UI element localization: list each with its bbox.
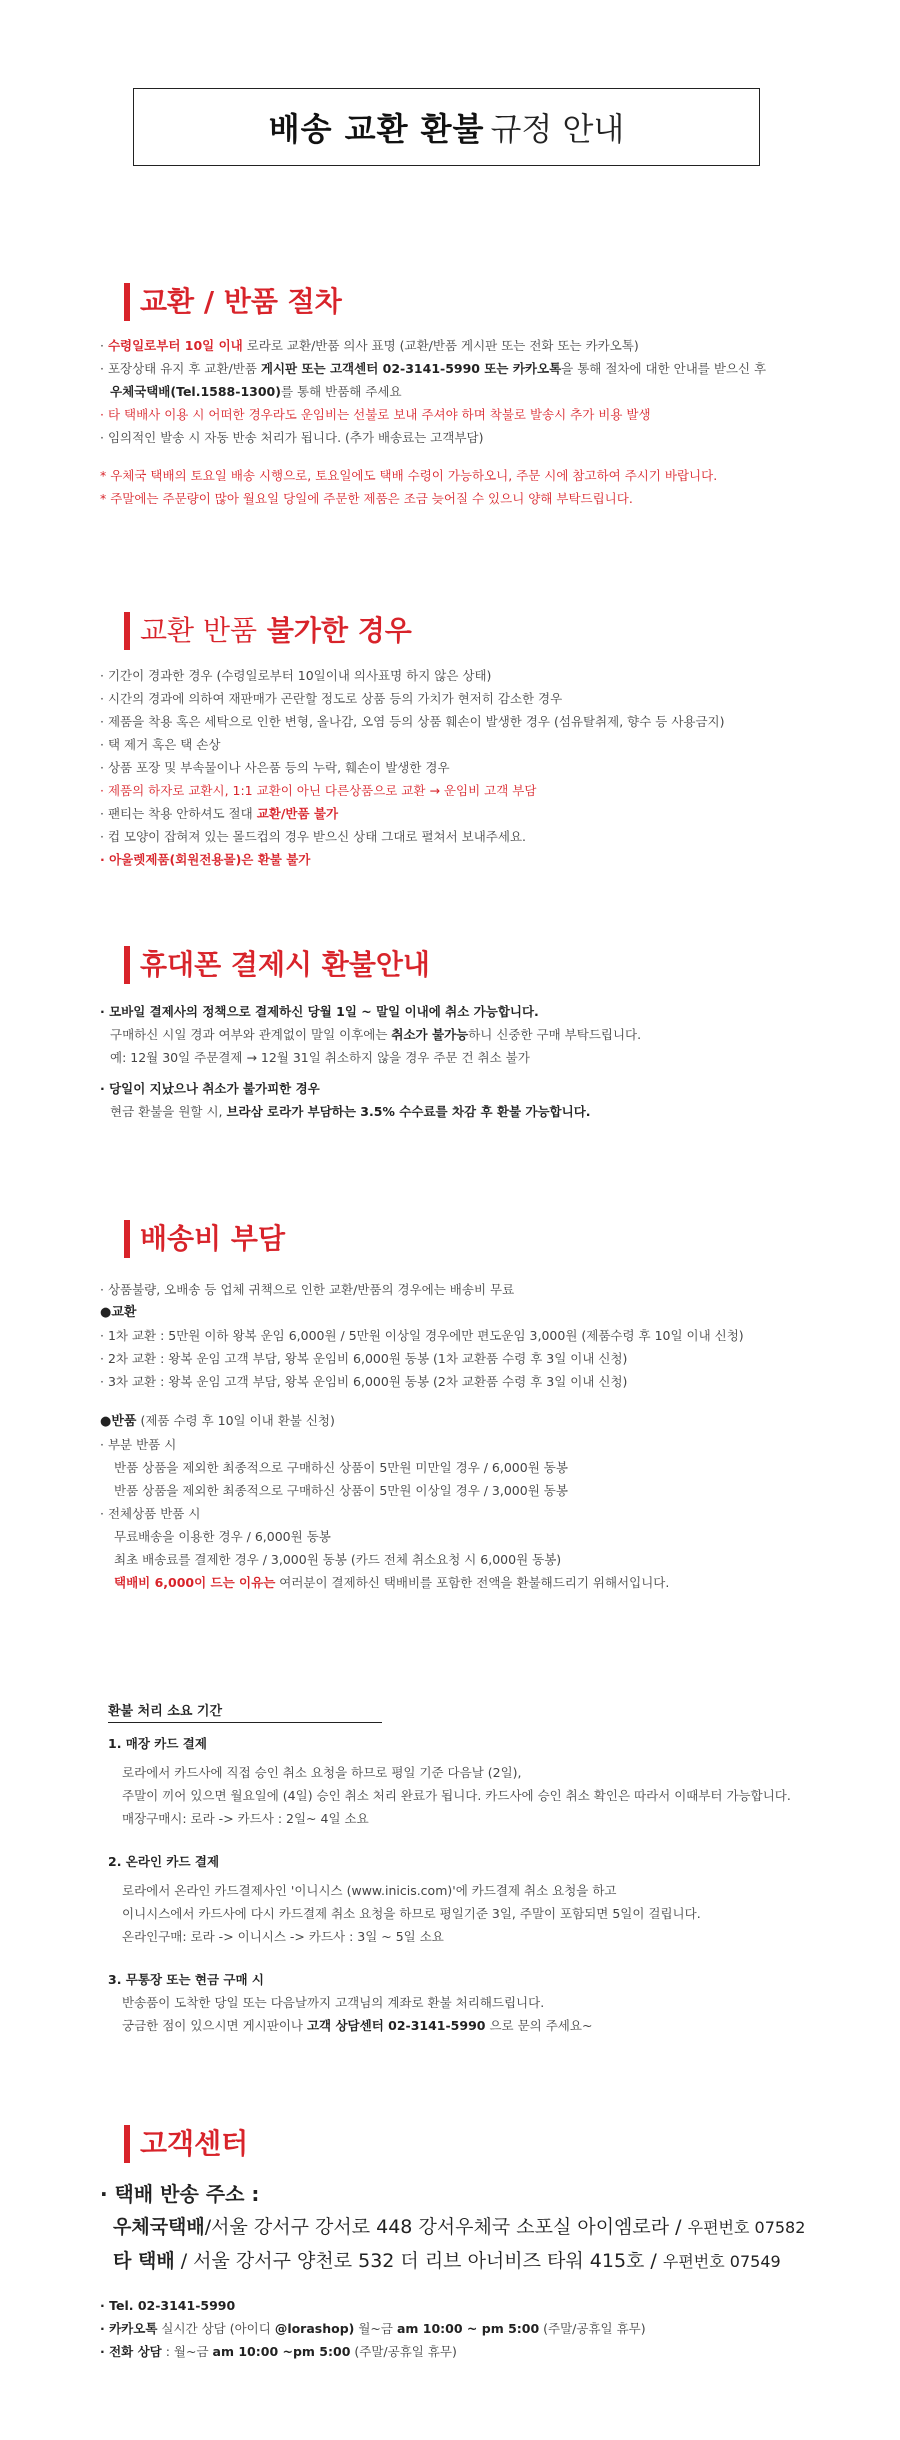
list-item: 반품 상품을 제외한 최종적으로 구매하신 상품이 5만원 미만일 경우 / 6,000원 동봉: [114, 1460, 568, 1475]
list-item: · 3차 교환 : 왕복 운임 고객 부담, 왕복 운임비 6,000원 동봉 (2차 교환품 수령 후 3일 이내 신청): [100, 1374, 628, 1389]
list-item: 우체국택배(Tel.1588-1300)를 통해 반품해 주세요: [110, 384, 402, 399]
shipping-cost-list: [100, 1278, 880, 1594]
list-item: · 시간의 경과에 의하여 재판매가 곤란할 정도로 상품 등의 가치가 현저히 감소한 경우: [100, 691, 563, 706]
section-title-customer-center: 고객센터: [124, 2125, 248, 2163]
section-title-exchange-procedure: 교환 / 반품 절차: [124, 283, 342, 321]
list-item: · 기간이 경과한 경우 (수령일로부터 10일이내 의사표명 하지 않은 상태): [100, 668, 492, 683]
list-item: · 아울렛제품(회원전용몰)은 환불 불가: [100, 852, 311, 867]
section-title-not-allowed: 교환 반품 불가한 경우: [124, 612, 412, 650]
contact-call: · 전화 상담 : 월~금 am 10:00 ~pm 5:00 (주말/공휴일 휴무): [100, 2344, 457, 2359]
list-item: 현금 환불을 원할 시, 브라삼 로라가 부담하는 3.5% 수수료를 차감 후 환불 가능합니다.: [110, 1104, 591, 1119]
list-item: · 1차 교환 : 5만원 이하 왕복 운임 6,000원 / 5만원 이상일 경우에만 편도운임 3,000원 (제품수령 후 10일 이내 신청): [100, 1328, 744, 1343]
list-item: · 제품을 착용 혹은 세탁으로 인한 변형, 올나감, 오염 등의 상품 훼손이 발생한 경우 (섬유탈취제, 향수 등 사용금지): [100, 714, 725, 729]
return-address-post: 우체국택배/서울 강서구 강서로 448 강서우체국 소포실 아이엠로라 / 우편번호 07582: [113, 2216, 806, 2238]
mobile-refund-list: [100, 1000, 880, 1123]
list-heading: 2. 온라인 카드 결제: [108, 1854, 220, 1869]
list-item: · 상품 포장 및 부속물이나 사은품 등의 누락, 훼손이 발생한 경우: [100, 760, 450, 775]
page-title-box: [133, 88, 760, 166]
list-item: 구매하신 시일 경과 여부와 관계없이 말일 이후에는 취소가 불가능하니 신중한 구매 부탁드립니다.: [110, 1027, 642, 1042]
list-item: 로라에서 카드사에 직접 승인 취소 요청을 하므로 평일 기준 다음날 (2일),: [122, 1765, 522, 1780]
list-item: · 임의적인 발송 시 자동 반송 처리가 됩니다. (추가 배송료는 고객부담): [100, 430, 484, 445]
exchange-procedure-list: [100, 334, 880, 510]
refund-period-list: [108, 1732, 888, 2037]
list-heading: ●반품 (제품 수령 후 10일 이내 환불 신청): [100, 1413, 335, 1429]
list-item: 반품 상품을 제외한 최종적으로 구매하신 상품이 5만원 이상일 경우 / 3,000원 동봉: [114, 1483, 568, 1498]
page-title-normal: 규정 안내: [490, 110, 625, 148]
list-item: 무료배송을 이용한 경우 / 6,000원 동봉: [114, 1529, 331, 1544]
list-item: 예: 12월 30일 주문결제 → 12월 31일 취소하지 않을 경우 주문 건 취소 불가: [110, 1050, 530, 1065]
refund-period-title: 환불 처리 소요 기간: [108, 1700, 382, 1723]
list-item: 반송품이 도착한 당일 또는 다음날까지 고객님의 계좌로 환불 처리해드립니다.: [122, 1995, 545, 2010]
list-item: · 포장상태 유지 후 교환/반품 게시판 또는 고객센터 02-3141-5990 또는 카카오톡을 통해 절차에 대한 안내를 받으신 후: [100, 361, 767, 376]
list-item: 온라인구매: 로라 -> 이니시스 -> 카드사 : 3일 ~ 5일 소요: [122, 1929, 444, 1944]
list-item: 궁금한 점이 있으시면 게시판이나 고객 상담센터 02-3141-5990 으로 문의 주세요~: [122, 2018, 593, 2033]
list-item: · 부분 반품 시: [100, 1437, 177, 1452]
list-item: 매장구매시: 로라 -> 카드사 : 2일~ 4일 소요: [122, 1811, 369, 1826]
return-address-heading: · 택배 반송 주소 :: [100, 2182, 260, 2206]
section-title-shipping-cost: 배송비 부담: [124, 1220, 285, 1258]
list-item: · 모바일 결제사의 정책으로 결제하신 당월 1일 ~ 말일 이내에 취소 가능합니다.: [100, 1004, 539, 1019]
list-item: · 전체상품 반품 시: [100, 1506, 201, 1521]
list-item: · 제품의 하자로 교환시, 1:1 교환이 아닌 다른상품으로 교환 → 운임비 고객 부담: [100, 783, 537, 798]
list-item: · 택 제거 혹은 택 손상: [100, 737, 221, 752]
list-item: 주말이 끼어 있으면 월요일에 (4일) 승인 취소 처리 완료가 됩니다. 카드사에 승인 취소 확인은 따라서 이때부터 가능합니다.: [122, 1788, 791, 1803]
list-item: 택배비 6,000이 드는 이유는 여러분이 결제하신 택배비를 포함한 전액을 환불해드리기 위해서입니다.: [114, 1575, 670, 1590]
section-title-mobile-refund: 휴대폰 결제시 환불안내: [124, 946, 430, 984]
list-item: · 컵 모양이 잡혀져 있는 몰드컵의 경우 받으신 상태 그대로 펼쳐서 보내주세요.: [100, 829, 526, 844]
list-item: · 상품불량, 오배송 등 업체 귀책으로 인한 교환/반품의 경우에는 배송비 무료: [100, 1282, 515, 1297]
list-item: 이니시스에서 카드사에 다시 카드결제 취소 요청을 하므로 평일기준 3일, 주말이 포함되면 5일이 걸립니다.: [122, 1906, 701, 1921]
list-item: 로라에서 온라인 카드결제사인 '이니시스 (www.inicis.com)'에 카드결제 취소 요청을 하고: [122, 1883, 617, 1898]
page-title-bold: 배송 교환 환불: [268, 110, 485, 148]
return-address-other: 타 택배 / 서울 강서구 양천로 532 더 리브 아너비즈 타워 415호 / 우편번호 07549: [113, 2250, 781, 2272]
list-item: · 타 택배사 이용 시 어떠한 경우라도 운임비는 선불로 보내 주셔야 하며 착불로 발송시 추가 비용 발생: [100, 407, 651, 422]
list-item: 최초 배송료를 결제한 경우 / 3,000원 동봉 (카드 전체 취소요청 시 6,000원 동봉): [114, 1552, 562, 1567]
list-heading: 3. 무통장 또는 현금 구매 시: [108, 1972, 264, 1987]
note: * 우체국 택배의 토요일 배송 시행으로, 토요일에도 택배 수령이 가능하오니, 주문 시에 참고하여 주시기 바랍니다.: [100, 468, 718, 483]
contact-phone: · Tel. 02-3141-5990: [100, 2298, 236, 2313]
list-heading: ●교환: [100, 1305, 137, 1320]
list-item: · 당일이 지났으나 취소가 불가피한 경우: [100, 1081, 320, 1096]
list-item: · 2차 교환 : 왕복 운임 고객 부담, 왕복 운임비 6,000원 동봉 (1차 교환품 수령 후 3일 이내 신청): [100, 1351, 628, 1366]
list-item: · 팬티는 착용 안하셔도 절대 교환/반품 불가: [100, 806, 339, 821]
contact-kakao: · 카카오톡 실시간 상담 (아이디 @lorashop) 월~금 am 10:00 ~ pm 5:00 (주말/공휴일 휴무): [100, 2321, 646, 2336]
list-item: · 수령일로부터 10일 이내 로라로 교환/반품 의사 표명 (교환/반품 게시판 또는 전화 또는 카카오톡): [100, 338, 639, 353]
not-allowed-list: [100, 664, 880, 871]
note: * 주말에는 주문량이 많아 월요일 당일에 주문한 제품은 조금 늦어질 수 있으니 양해 부탁드립니다.: [100, 491, 633, 506]
list-heading: 1. 매장 카드 결제: [108, 1736, 207, 1751]
contact-list: [100, 2294, 880, 2363]
